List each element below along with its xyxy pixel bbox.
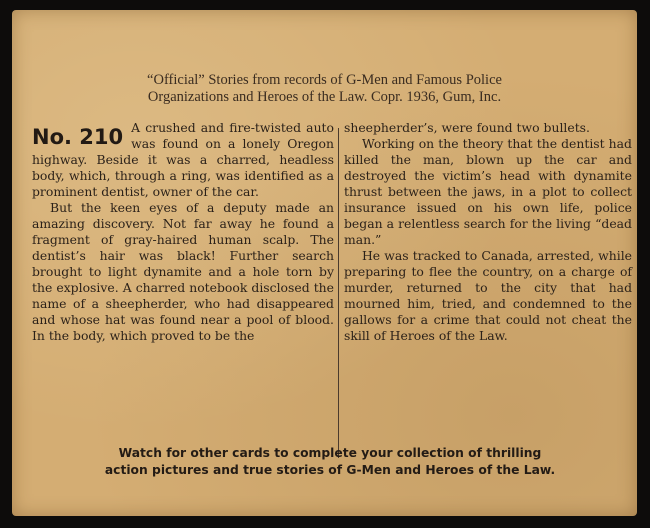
story-column-right xyxy=(344,120,632,344)
footer-line-1: Watch for other cards to complete your collection of thrilling xyxy=(118,446,542,460)
story-paragraph: But the keen eyes of a deputy made an amazing discovery. Not far away he found a fragment of gray-haired human scalp. The dentist’s hair was black! Further search brought to light dynamite and a hole torn by the explosive. A charred notebook disclosed the name of a sheepherder, who had disappeared and whose hat was found near a pool of blood. In the body, which proved to be the xyxy=(32,200,334,343)
card-header xyxy=(52,72,597,106)
header-line-1: “Official” Stories from records of G-Men and Famous Police xyxy=(147,72,502,88)
story-paragraph: He was tracked to Canada, arrested, while preparing to flee the country, on a charge of murder, returned to the city that had mourned him, tried, and condemned to the gallows for a crime that could not cheat the skill of Heroes of the Law. xyxy=(344,248,632,343)
header-line-2: Organizations and Heroes of the Law. Copr. 1936, Gum, Inc. xyxy=(147,89,502,105)
story-paragraph: Working on the theory that the dentist had killed the man, blown up the car and destroyed the victim’s head with dynamite thrust between the jaws, in a plot to collect insurance issued on his own life, police began a relentless search for the living “dead man.” xyxy=(344,136,632,247)
column-divider xyxy=(338,128,339,458)
footer-line-2: action pictures and true stories of G-Men and Heroes of the Law. xyxy=(104,463,556,477)
card-number: No. 210 xyxy=(32,125,124,149)
story-paragraph: sheepherder’s, were found two bullets. xyxy=(344,120,590,135)
card-footer xyxy=(30,445,630,479)
story-column-left xyxy=(32,120,334,344)
trading-card-back xyxy=(12,10,637,516)
story-paragraph: A crushed and fire-twisted auto was found on a lonely Oregon highway. Beside it was a charred, headless body, which, through a ring, was identified as a prominent dentist, owner of the car. xyxy=(32,120,334,199)
